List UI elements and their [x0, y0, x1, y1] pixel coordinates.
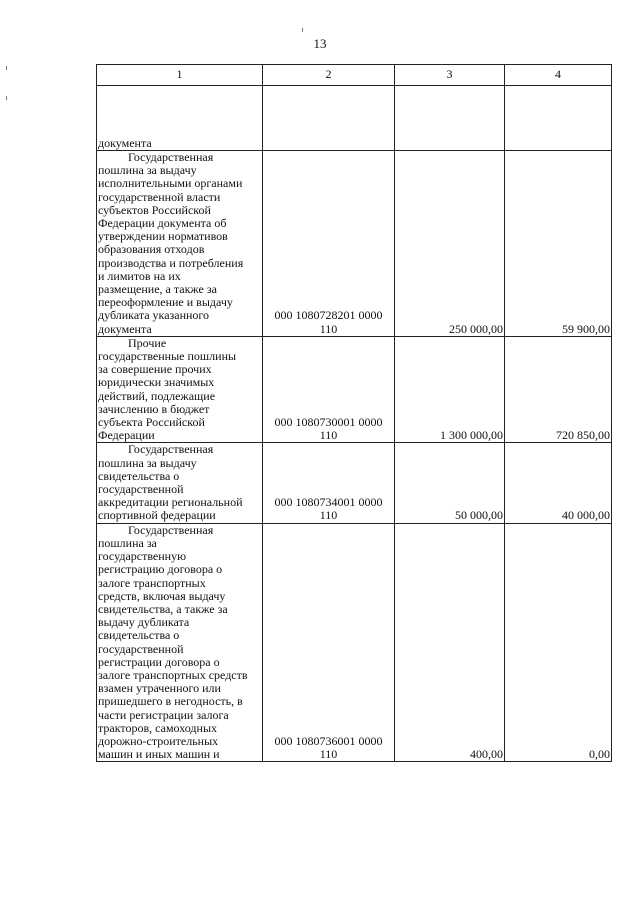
- description-line: государственной: [98, 641, 184, 656]
- table-header-row: [97, 65, 612, 86]
- planned-amount: 50 000,00: [395, 443, 505, 523]
- planned-amount: 1 300 000,00: [395, 336, 505, 443]
- description-line: пошлина за выдачу: [98, 163, 197, 178]
- description-line: взамен утраченного или: [98, 681, 221, 696]
- description-line: государственной власти: [98, 189, 221, 204]
- budget-classification-code: [263, 86, 395, 151]
- table-row: [97, 151, 612, 337]
- description-line: залоге транспортных: [98, 575, 206, 590]
- description-line: утверждении нормативов: [98, 229, 228, 244]
- description-line: субъектов Российской: [98, 202, 211, 217]
- description-line: Прочие: [128, 335, 167, 350]
- description-line: регистрацию договора о: [98, 562, 223, 577]
- description-line: переоформление и выдачу: [98, 295, 233, 310]
- description-line: государственной: [98, 482, 184, 497]
- table-row: [97, 523, 612, 762]
- actual-amount: 59 900,00: [505, 151, 612, 337]
- description-line: производства и потребления: [98, 255, 244, 270]
- description-line: субъекта Российской: [98, 415, 205, 430]
- table-row: [97, 443, 612, 523]
- description-line: государственную: [98, 549, 187, 564]
- row-description: [97, 336, 263, 443]
- actual-amount: 720 850,00: [505, 336, 612, 443]
- description-line: размещение, а также за: [98, 282, 217, 297]
- column-header: 4: [505, 65, 612, 86]
- table-row: [97, 86, 612, 151]
- description-line: Федерации документа об: [98, 216, 227, 231]
- actual-amount: [505, 86, 612, 151]
- description-line: Государственная: [128, 150, 214, 164]
- row-description: [97, 86, 263, 151]
- column-header: 3: [395, 65, 505, 86]
- planned-amount: [395, 86, 505, 151]
- description-line: пошлина за выдачу: [98, 455, 197, 470]
- scan-artifact: [302, 28, 303, 32]
- row-description: [97, 443, 263, 523]
- actual-amount: 0,00: [505, 523, 612, 762]
- description-line: Государственная: [128, 522, 214, 537]
- description-line: исполнительными органами: [98, 176, 243, 191]
- description-line: образования отходов: [98, 242, 205, 257]
- description-line: аккредитации региональной: [98, 495, 243, 510]
- description-line: пошлина за: [98, 535, 157, 550]
- budget-classification-code: 000 1080730001 0000 110: [263, 336, 395, 443]
- description-line: действий, подлежащие: [98, 388, 216, 403]
- page-number: 13: [313, 36, 327, 51]
- scan-artifact: [6, 66, 7, 70]
- description-line: пришедшего в негодность, в: [98, 694, 243, 709]
- description-line: машин и иных машин и: [98, 747, 220, 762]
- description-line: тракторов, самоходных: [98, 720, 218, 735]
- description-line: свидетельства о: [98, 628, 180, 643]
- description-line: зачислению в бюджет: [98, 401, 210, 416]
- budget-classification-code: 000 1080728201 0000 110: [263, 151, 395, 337]
- description-line: дубликата указанного: [98, 308, 210, 323]
- description-line: и лимитов на их: [98, 268, 181, 283]
- description-line: регистрации договора о: [98, 654, 220, 669]
- description-line: документа: [98, 321, 152, 336]
- description-line: свидетельства, а также за: [98, 601, 228, 616]
- scan-artifact: [6, 96, 7, 100]
- description-line: юридически значимых: [98, 375, 215, 390]
- row-description: [97, 523, 263, 762]
- description-line: дорожно-строительных: [98, 733, 219, 748]
- budget-classification-code: 000 1080736001 0000 110: [263, 523, 395, 762]
- description-line: спортивной федерации: [98, 508, 216, 523]
- description-line: документа: [98, 135, 152, 150]
- planned-amount: 250 000,00: [395, 151, 505, 337]
- description-line: части регистрации залога: [98, 707, 229, 722]
- description-line: за совершение прочих: [98, 362, 212, 377]
- row-description: [97, 151, 263, 337]
- description-line: выдачу дубликата: [98, 615, 190, 630]
- description-line: залоге транспортных средств: [98, 667, 248, 682]
- description-line: Государственная: [128, 442, 214, 457]
- revenue-table: [96, 64, 612, 762]
- description-line: свидетельства о: [98, 468, 180, 483]
- description-line: Федерации: [98, 428, 155, 443]
- table-row: [97, 336, 612, 443]
- description-line: государственные пошлины: [98, 349, 237, 364]
- planned-amount: 400,00: [395, 523, 505, 762]
- description-line: средств, включая выдачу: [98, 588, 226, 603]
- actual-amount: 40 000,00: [505, 443, 612, 523]
- column-header: 1: [97, 65, 263, 86]
- column-header: 2: [263, 65, 395, 86]
- budget-classification-code: 000 1080734001 0000 110: [263, 443, 395, 523]
